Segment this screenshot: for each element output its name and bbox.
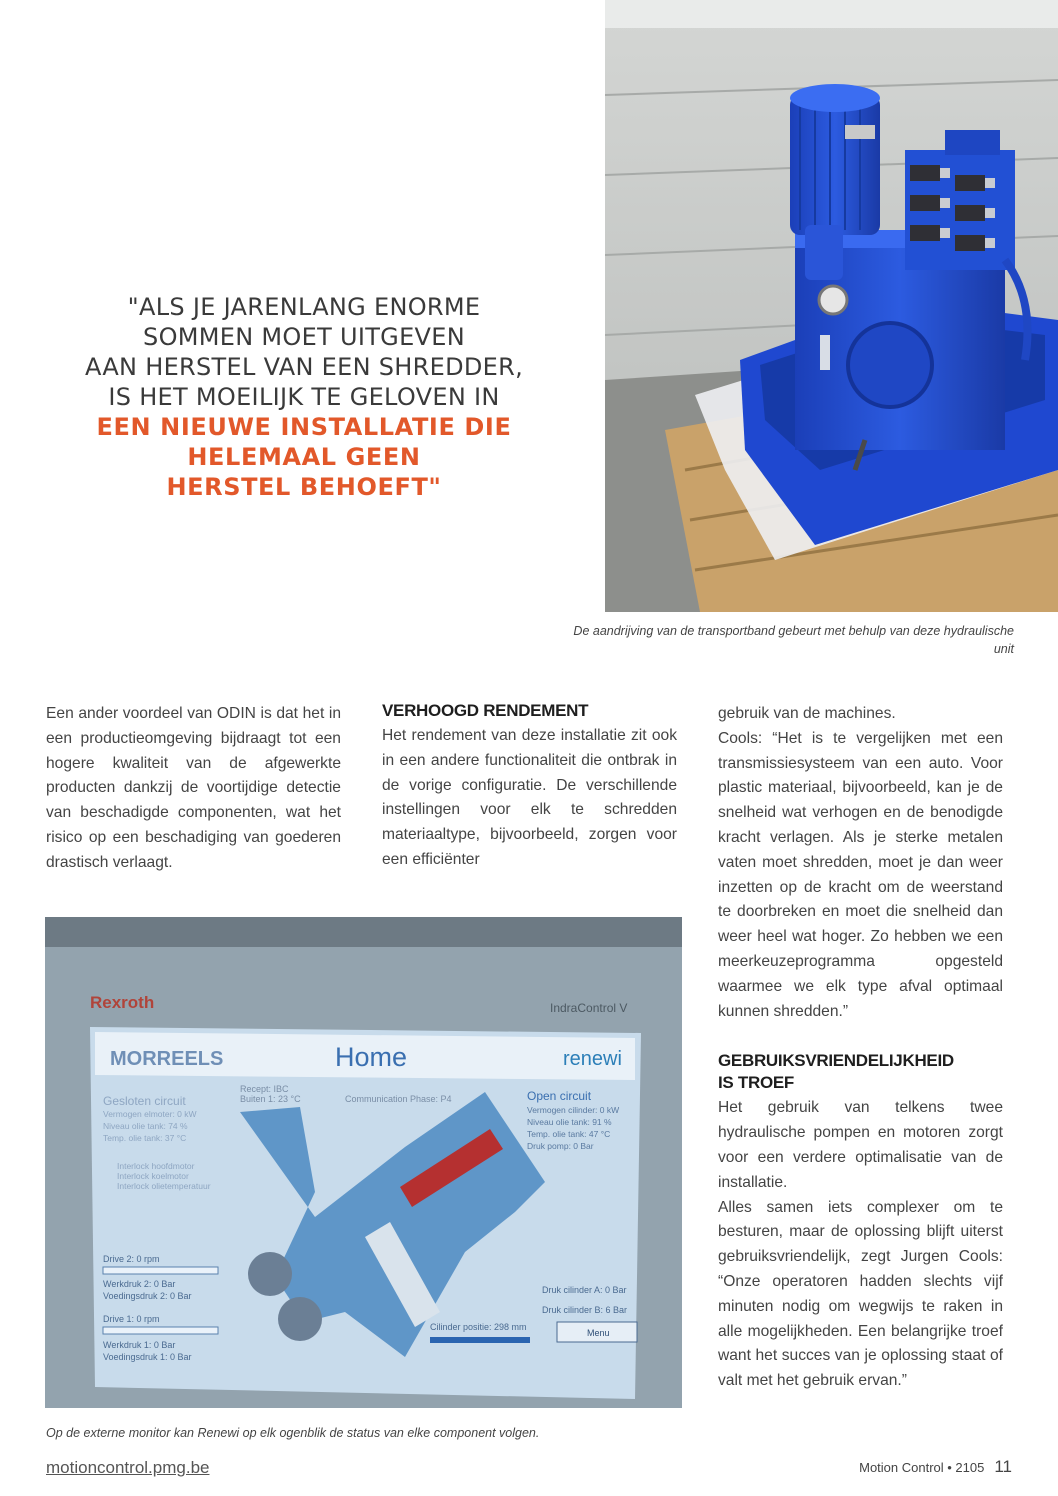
article-column-1 [46,702,341,876]
quote-line: AAN HERSTEL VAN EEN SHREDDER, [84,353,524,381]
hmi-pressure: Werkdruk 2: 0 Bar [103,1279,176,1289]
hmi-cylinder-pressure: Druk cilinder A: 0 Bar [542,1285,627,1295]
hmi-closed-line: Temp. olie tank: 37 °C [103,1133,187,1143]
footer-page-info [859,1457,1012,1477]
paragraph: Cools: “Het is te vergelijken met een transmissiesysteem van een auto. Voor plastic materiaal, bijvoorbeeld, kan je de snelheid wat verhogen en de benodigde kracht verlagen. Als je sterke metalen vaten moet shredden, moet je dan weer inzetten op de kracht om de weerstand te doorbreken en moet die snelheid dan weer heel wat hoger. Zo hebben we een meerkeuzeprogramma opgesteld waarmee we elk type afval optimaal kunnen shredden.” [718,729,1003,1020]
hmi-logo-left: MORREELS [110,1048,224,1070]
quote-highlight-line: HERSTEL BEHOEFT" [166,473,442,501]
hmi-drive: Drive 2: 0 rpm [103,1254,160,1264]
hmi-recept: Recept: IBC [240,1084,289,1094]
hmi-drive: Drive 1: 0 rpm [103,1314,160,1324]
footer-website-link[interactable]: motioncontrol.pmg.be [46,1458,210,1477]
quote-highlight-line: EEN NIEUWE INSTALLATIE DIE [96,413,512,441]
hmi-screen-illustration [45,917,682,1408]
hmi-monitor-photo [45,917,682,1408]
hmi-cylinder-pressure: Druk cilinder B: 6 Bar [542,1305,628,1315]
hmi-pressure: Voedingsdruk 2: 0 Bar [103,1291,192,1301]
quote-line: "ALS JE JARENLANG ENORME [127,293,481,321]
hmi-open-title: Open circuit [527,1089,592,1103]
section-heading: GEBRUIKSVRIENDELIJKHEID IS TROEF [718,1051,954,1093]
hmi-open-line: Temp. olie tank: 47 °C [527,1129,611,1139]
quote-line: IS HET MOEILIJK TE GELOVEN IN [108,383,500,411]
article-column-2 [382,700,677,873]
section-heading: VERHOOGD RENDEMENT [382,701,589,720]
hmi-pressure: Voedingsdruk 1: 0 Bar [103,1352,192,1362]
paragraph: gebruik van de machines. [718,705,896,722]
hmi-open-line: Vermogen cilinder: 0 kW [527,1105,620,1115]
hmi-closed-title: Gesloten circuit [103,1094,186,1108]
paragraph: Het gebruik van telkens twee hydraulische pompen en motoren zorgt voor een verdere optimalisatie van de installatie. [718,1099,1003,1191]
hmi-buiten: Buiten 1: 23 °C [240,1094,301,1104]
hmi-open-line: Druk pomp: 0 Bar [527,1141,594,1151]
page-number: 11 [994,1457,1012,1476]
photo-caption: Op de externe monitor kan Renewi op elk ogenblik de status van elke component volgen. [46,1426,540,1440]
quote-line: SOMMEN MOET UITGEVEN [143,323,465,351]
hmi-pressure: Werkdruk 1: 0 Bar [103,1340,176,1350]
hydraulic-unit-photo [605,0,1058,612]
hmi-interlock: Interlock koelmotor [117,1171,189,1181]
magazine-issue: Motion Control • 2105 [859,1460,985,1475]
hmi-cylinder-position: Cilinder positie: 298 mm [430,1322,527,1332]
paragraph: Alles samen iets complexer om te besturen, maar de oplossing blijft uiterst gebruiksvriendelijk, zegt Jurgen Cools: “Onze operatoren hadden slechts vijf minuten nodig om wegwijs te raken in alle mogelijkheden. Een belangrijke troef want het succes van je oplossing staat of valt met het gebruik ervan.” [718,1198,1003,1390]
hmi-brand: Rexroth [90,993,155,1012]
hmi-interlock: Interlock hoofdmotor [117,1161,195,1171]
hmi-closed-line: Vermogen elmoter: 0 kW [103,1109,197,1119]
hmi-title: Home [335,1042,408,1072]
hmi-open-line: Niveau olie tank: 91 % [527,1117,612,1127]
hmi-model: IndraControl V [550,1001,628,1015]
hmi-menu-button: Menu [587,1328,610,1338]
pull-quote [60,292,548,502]
photo-caption: De aandrijving van de transportband gebeurt met behulp van deze hydraulische unit [573,624,1014,656]
hmi-closed-line: Niveau olie tank: 74 % [103,1121,188,1131]
hydraulic-unit-illustration [605,0,1058,612]
hmi-comm: Communication Phase: P4 [345,1094,452,1104]
hmi-logo-right: renewi [563,1048,622,1070]
article-column-3 [718,702,1003,1394]
paragraph: Het rendement van deze installatie zit ook in een andere functionaliteit die ontbrak in de vorige configuratie. De verschillende instellingen voor elk te schredden materiaaltype, bijvoorbeeld, zorgen voor een efficiënter [382,727,677,868]
paragraph: Een ander voordeel van ODIN is dat het in een productieomgeving bijdraagt tot een hogere kwaliteit van de afgewerkte producten dankzij de voortijdige detectie van beschadigde componenten, wat het risico op een beschadiging van goederen drastisch verlaagt. [46,705,341,871]
hmi-interlock: Interlock olietemperatuur [117,1181,211,1191]
quote-highlight-line: HELEMAAL GEEN [187,443,421,471]
